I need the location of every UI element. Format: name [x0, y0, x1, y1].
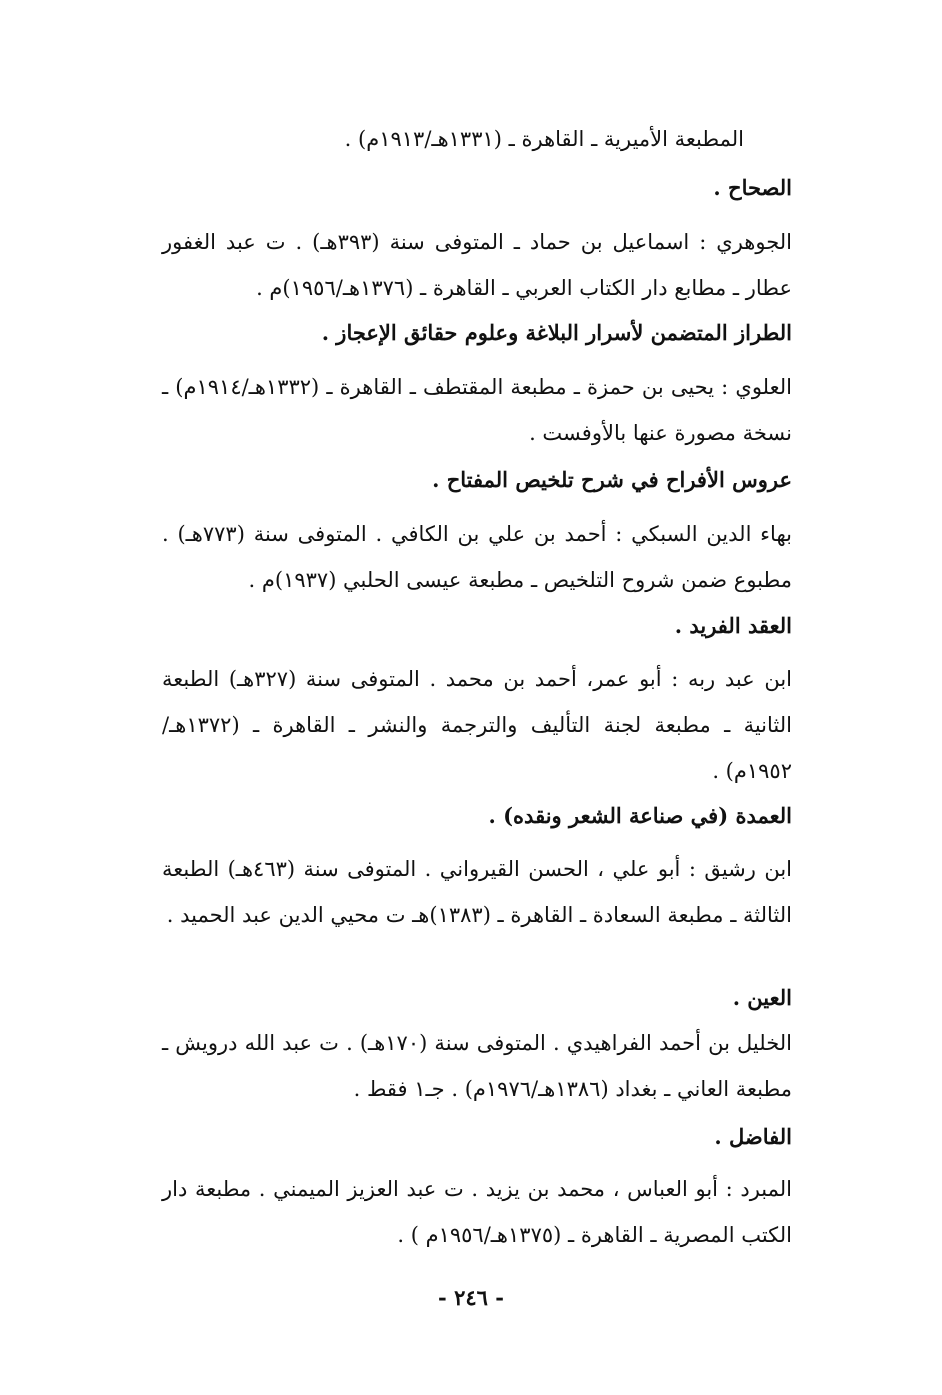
entry-tiraz: العلوي : يحيى بن حمزة ـ مطبعة المقتطف ـ القاهرة ـ (١٣٣٢هـ/١٩١٤م) ـ نسخة مصورة عنها بالأوفست .: [162, 375, 792, 445]
entry-fadil: المبرد : أبو العباس ، محمد بن يزيد . ت عبد العزيز الميمني . مطبعة دار الكتب المصرية ـ القاهرة ـ (١٣٧٥هـ/١٩٥٦م ) .: [162, 1177, 792, 1247]
entry-sihah: الجوهري : اسماعيل بن حماد ـ المتوفى سنة (٣٩٣هـ) . ت عبد الغفور عطار ـ مطابع دار الكتاب العربي ـ القاهرة ـ (١٣٧٦هـ/١٩٥٦)م .: [162, 230, 792, 300]
heading-fadil: الفاضل .: [714, 1124, 792, 1149]
entry-arus: بهاء الدين السبكي : أحمد بن علي بن الكافي . المتوفى سنة (٧٧٣هـ) . مطبوع ضمن شروح التلخيص ـ مطبعة عيسى الحلبي (١٩٣٧)م .: [162, 522, 792, 592]
heading-umda: العمدة (في صناعة الشعر ونقده) .: [488, 803, 792, 828]
heading-iqd: العقد الفريد .: [674, 613, 792, 638]
heading-arus: عروس الأفراح في شرح تلخيص المفتاح .: [432, 467, 792, 492]
entry-umda: ابن رشيق : أبو علي ، الحسن القيرواني . المتوفى سنة (٤٦٣هـ) الطبعة الثالثة ـ مطبعة السعادة ـ القاهرة ـ (١٣٨٣)هـ ت محيي الدين عبد الحميد .: [162, 857, 793, 927]
page-number: - ٢٤٦ -: [438, 1285, 504, 1310]
heading-sihah: الصحاح .: [713, 175, 792, 200]
heading-tiraz: الطراز المتضمن لأسرار البلاغة وعلوم حقائق الإعجاز .: [321, 320, 792, 345]
entry-iqd: ابن عبد ربه : أبو عمر، أحمد بن محمد . المتوفى سنة (٣٢٧هـ) الطبعة الثانية ـ مطبعة لجنة التأليف والترجمة والنشر ـ القاهرة ـ (١٣٧٢هـ/ ١٩٥٢م) .: [162, 667, 792, 783]
entry-ayn: الخليل بن أحمد الفراهيدي . المتوفى سنة (١٧٠هـ) . ت عبد الله درويش ـ مطبعة العاني ـ بغداد (١٣٨٦هـ/١٩٧٦م) . جـ١ فقط .: [162, 1031, 793, 1101]
heading-ayn: العين .: [732, 985, 792, 1010]
intro-line: المطبعة الأميرية ـ القاهرة ـ (١٣٣١هـ/١٩١٣م) .: [344, 127, 744, 151]
